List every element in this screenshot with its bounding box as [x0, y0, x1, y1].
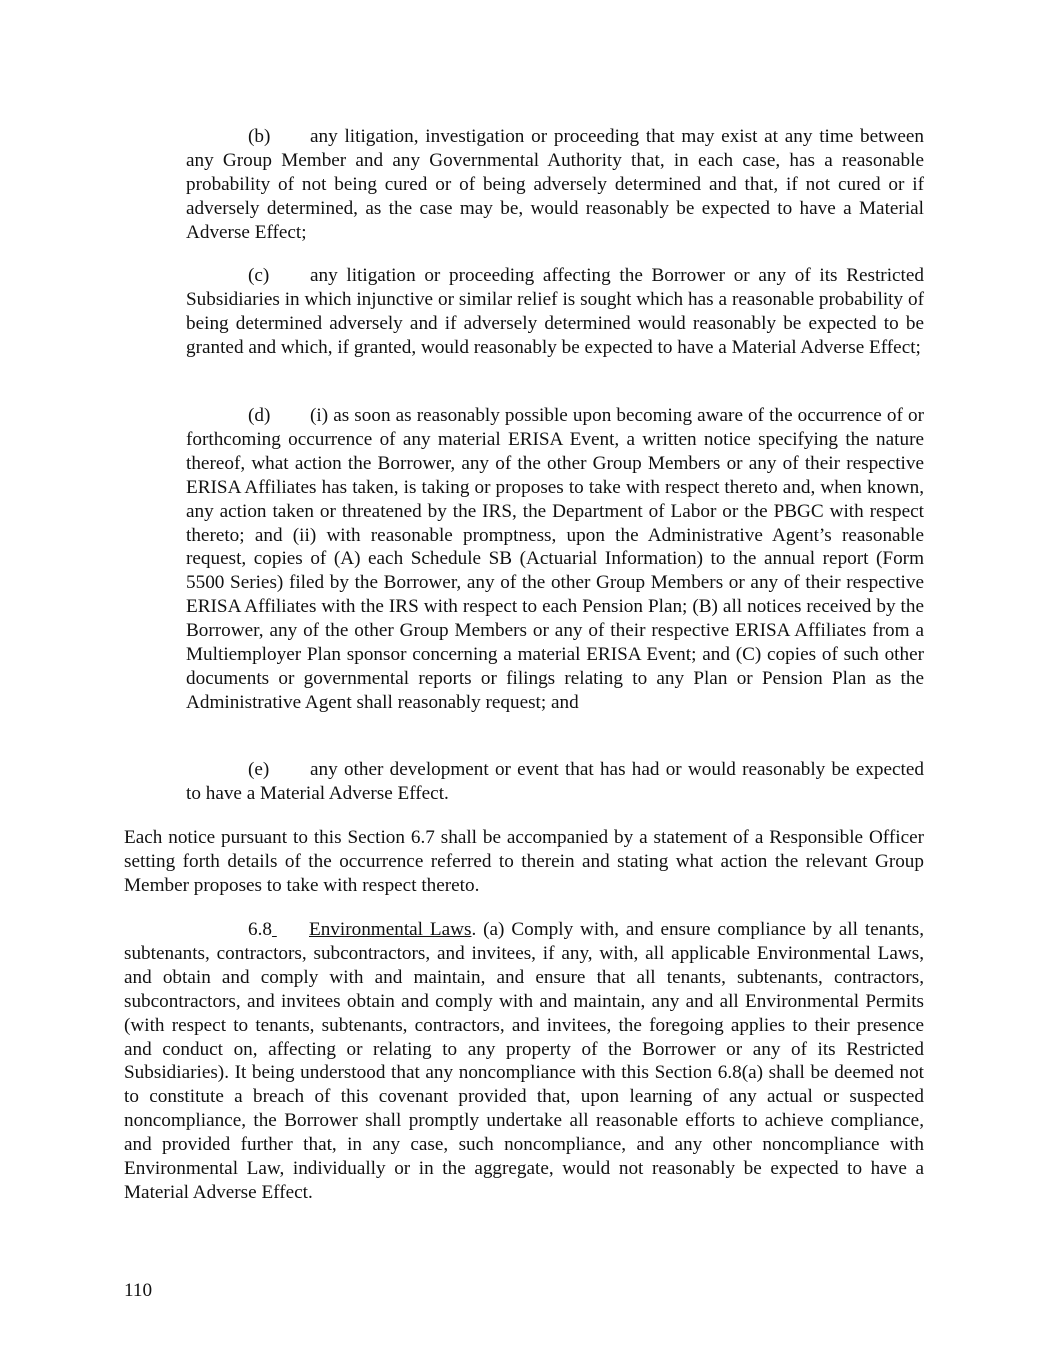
section-heading: Environmental Laws: [308, 919, 472, 940]
paragraph-c: [186, 264, 924, 360]
paragraph-text: any litigation or proceeding affecting the Borrower or any of its Restricted Subsidiaries in which injunctive or similar relief is sought which has a reasonable probability of being determined adversely and if adversely determined would reasonably be expected to be granted and which, if granted, would reasonably be expected to have a Material Adverse Effect;: [186, 265, 924, 358]
paragraph-label: (c): [248, 265, 270, 286]
paragraph-b: [186, 125, 924, 245]
notice-paragraph: [124, 826, 924, 898]
paragraph-text: (i) as soon as reasonably possible upon becoming aware of the occurrence of or forthcoming occurrence of any material ERISA Event, a written notice specifying the nature thereof, what action the Borrower, any of the other Group Members or any of their respective ERISA Affiliates has taken, is taking or proposes to take with respect thereto and, when known, any action taken or threatened by the IRS, the Department of Labor or the PBGC with respect thereto; and (ii) with reasonable promptness, upon the Administrative Agent’s reasonable request, copies of (A) each Schedule SB (Actuarial Information) to the annual report (Form 5500 Series) filed by the Borrower, any of the other Group Members or any of their respective ERISA Affiliates with the IRS with respect to each Pension Plan; (B) all notices received by the Borrower, any of the other Group Members or any of their respective ERISA Affiliates from a Multiemployer Plan sponsor concerning a material ERISA Event; and (C) copies of such other documents or governmental reports or filings relating to any Plan or Pension Plan as the Administrative Agent shall reasonably request; and: [186, 405, 924, 713]
page-number: 110: [124, 1280, 153, 1301]
section-number: 6.8: [248, 919, 272, 940]
paragraph-e: [186, 758, 924, 806]
paragraph-text: any litigation, investigation or proceeding that may exist at any time between any Group Member and any Governmental Authority that, in each case, has a reasonable probability of not being cured or of being adversely determined and that, if not cured or if adversely determined, as the case may be, would reasonably be expected to have a Material Adverse Effect;: [186, 126, 924, 243]
paragraph-text: any other development or event that has had or would reasonably be expected to have a Material Adverse Effect.: [186, 759, 924, 804]
paragraph-d: [186, 404, 924, 715]
paragraph-label: (e): [248, 759, 270, 780]
notice-text: Each notice pursuant to this Section 6.7 shall be accompanied by a statement of a Responsible Officer setting forth details of the occurrence referred to therein and stating what action the relevant Group Member proposes to take with respect thereto.: [124, 827, 924, 896]
paragraph-label: (b): [248, 126, 271, 147]
section-6-8: [124, 918, 924, 1205]
heading-underline-spacer: [272, 918, 309, 942]
section-text: . (a) Comply with, and ensure compliance by all tenants, subtenants, contractors, subcontractors, and invitees, if any, with, all applicable Environmental Laws, and obtain and comply with and maintain, and ensure that all tenants, subtenants, contractors, subcontractors, and invitees obtain and comply with and maintain, any and all Environmental Permits (with respect to tenants, subtenants, contractors, and invitees, the foregoing applies to their presence and conduct on, affecting or relating to any property of the Borrower or any of its Restricted Subsidiaries). It being understood that any noncompliance with this Section 6.8(a) shall be deemed not to constitute a breach of this covenant provided that, upon learning of any actual or suspected noncompliance, the Borrower shall promptly undertake all reasonable efforts to achieve compliance, and provided further that, in any case, such noncompliance, and any other noncompliance with Environmental Law, individually or in the aggregate, would not reasonably be expected to have a Material Adverse Effect.: [124, 919, 925, 1203]
paragraph-label: (d): [248, 405, 271, 426]
